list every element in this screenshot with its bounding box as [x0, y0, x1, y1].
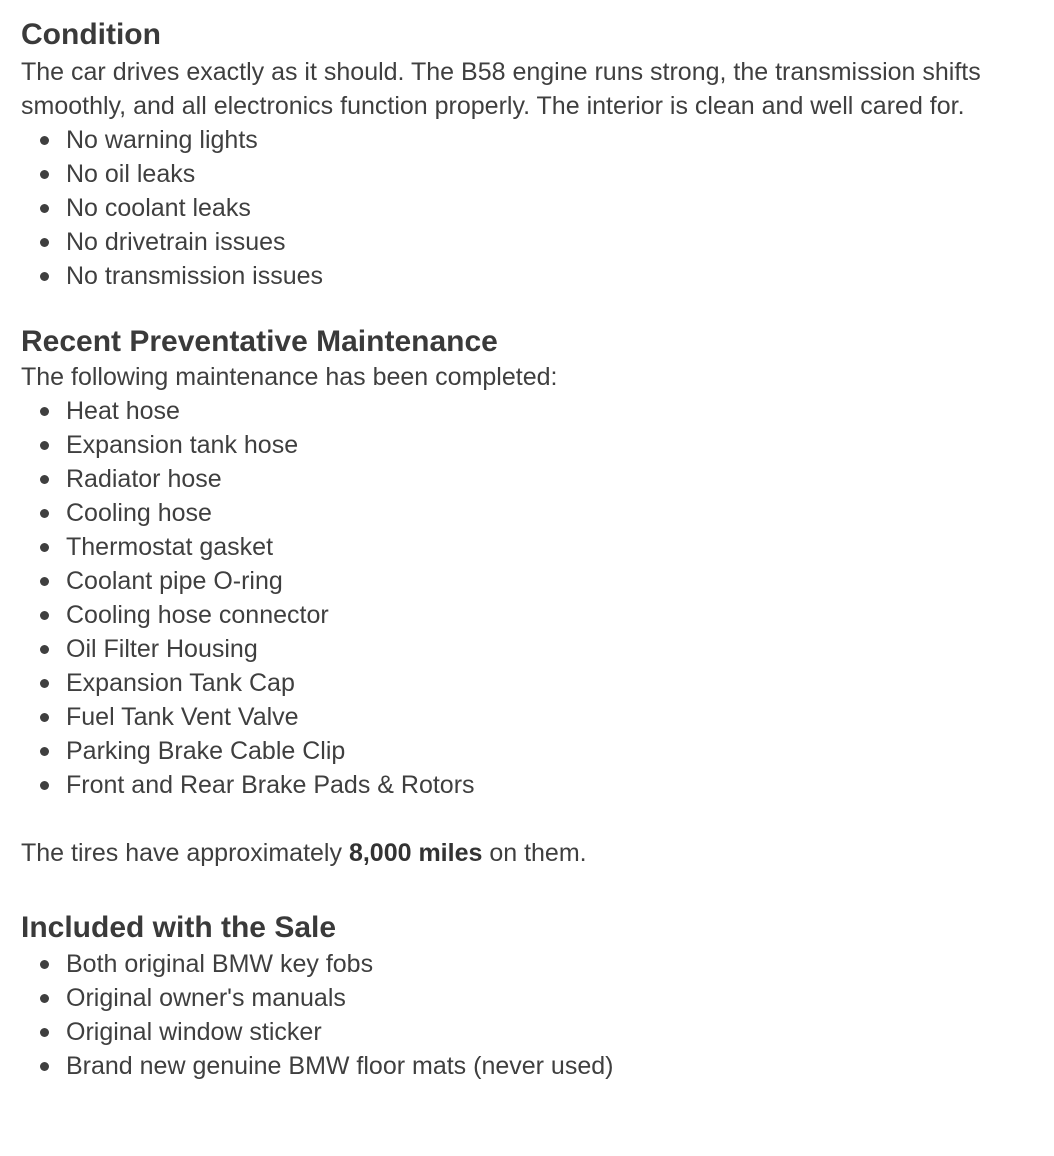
section-spacer	[21, 802, 1031, 836]
maintenance-list	[21, 394, 1031, 802]
bullet-icon	[40, 238, 49, 247]
list-item-text: Cooling hose	[66, 499, 212, 527]
list-item-text: Both original BMW key fobs	[66, 950, 374, 978]
included-heading: Included with the Sale	[21, 911, 337, 944]
condition-paragraph: The car drives exactly as it should. The B58 engine runs strong, the transmission shifts smoothly, and all electronics function properly. The interior is clean and well cared for.	[21, 58, 981, 120]
list-item-text: Fuel Tank Vent Valve	[66, 703, 299, 731]
included-section	[21, 909, 1031, 1083]
list-item-text: Front and Rear Brake Pads & Rotors	[66, 771, 475, 799]
list-item	[21, 530, 1031, 564]
bullet-icon	[40, 170, 49, 179]
list-item-text: No warning lights	[66, 126, 258, 154]
list-item	[21, 259, 1031, 293]
bullet-icon	[40, 713, 49, 722]
included-list	[21, 947, 1031, 1083]
list-item-text: No drivetrain issues	[66, 228, 286, 256]
list-item-text: No oil leaks	[66, 160, 196, 188]
list-item-text: Original window sticker	[66, 1018, 322, 1046]
list-item-text: Original owner's manuals	[66, 984, 346, 1012]
list-item-text: No transmission issues	[66, 262, 324, 290]
list-item	[21, 632, 1031, 666]
tires-suffix: on them.	[482, 839, 587, 867]
list-item	[21, 981, 1031, 1015]
list-item	[21, 225, 1031, 259]
bullet-icon	[40, 611, 49, 620]
list-item-text: Brand new genuine BMW floor mats (never used)	[66, 1052, 614, 1080]
list-item	[21, 700, 1031, 734]
bullet-icon	[40, 543, 49, 552]
list-item	[21, 462, 1031, 496]
tires-mileage: 8,000 miles	[348, 839, 483, 867]
bullet-icon	[40, 407, 49, 416]
bullet-icon	[40, 645, 49, 654]
maintenance-heading: Recent Preventative Maintenance	[21, 325, 498, 358]
list-item	[21, 1015, 1031, 1049]
maintenance-intro: The following maintenance has been completed:	[21, 363, 558, 391]
list-item	[21, 564, 1031, 598]
list-item-text: Coolant pipe O-ring	[66, 567, 283, 595]
list-item-text: Oil Filter Housing	[66, 635, 258, 663]
list-item	[21, 1049, 1031, 1083]
bullet-icon	[40, 204, 49, 213]
list-item-text: Parking Brake Cable Clip	[66, 737, 346, 765]
list-item	[21, 598, 1031, 632]
bullet-icon	[40, 1028, 49, 1037]
bullet-icon	[40, 781, 49, 790]
condition-section	[21, 16, 1031, 293]
condition-heading: Condition	[21, 18, 161, 51]
list-item-text: No coolant leaks	[66, 194, 251, 222]
list-item-text: Cooling hose connector	[66, 601, 329, 629]
bullet-icon	[40, 994, 49, 1003]
bullet-icon	[40, 577, 49, 586]
list-item-text: Heat hose	[66, 397, 180, 425]
bullet-icon	[40, 1062, 49, 1071]
list-item	[21, 394, 1031, 428]
section-spacer	[21, 293, 1031, 323]
list-item	[21, 157, 1031, 191]
list-item-text: Radiator hose	[66, 465, 222, 493]
list-item	[21, 734, 1031, 768]
bullet-icon	[40, 272, 49, 281]
bullet-icon	[40, 441, 49, 450]
bullet-icon	[40, 679, 49, 688]
tires-prefix: The tires have approximately	[21, 839, 349, 867]
list-item	[21, 768, 1031, 802]
list-item	[21, 947, 1031, 981]
bullet-icon	[40, 960, 49, 969]
list-item	[21, 191, 1031, 225]
list-item-text: Thermostat gasket	[66, 533, 274, 561]
list-item-text: Expansion Tank Cap	[66, 669, 295, 697]
list-item	[21, 496, 1031, 530]
list-item-text: Expansion tank hose	[66, 431, 299, 459]
list-item	[21, 428, 1031, 462]
bullet-icon	[40, 475, 49, 484]
bullet-icon	[40, 136, 49, 145]
maintenance-section	[21, 323, 1031, 802]
condition-list	[21, 123, 1031, 293]
list-item	[21, 123, 1031, 157]
list-item	[21, 666, 1031, 700]
tires-note	[21, 836, 1031, 870]
bullet-icon	[40, 747, 49, 756]
section-spacer	[21, 870, 1031, 909]
bullet-icon	[40, 509, 49, 518]
